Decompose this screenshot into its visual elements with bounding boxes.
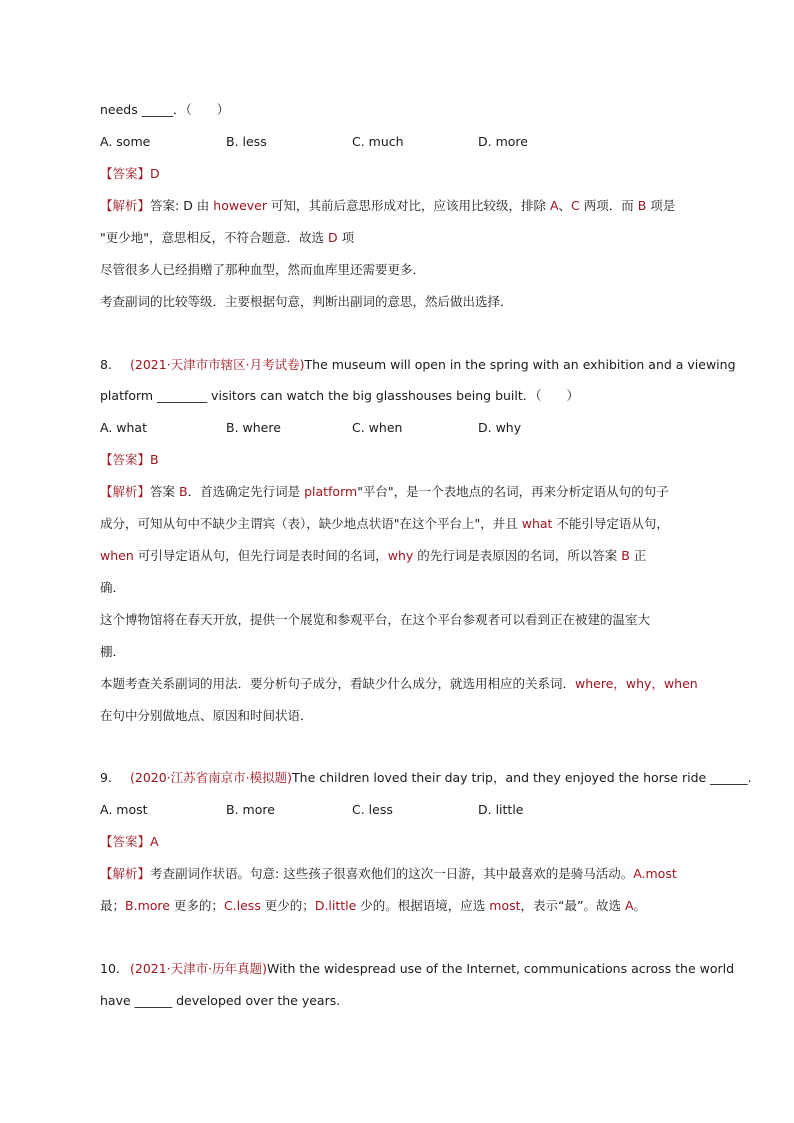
analysis-keyword: D [327, 230, 338, 245]
answer-value: B [150, 452, 159, 467]
q8-analysis-line-3 [100, 546, 646, 566]
q9-analysis-line-2 [100, 896, 646, 916]
analysis-keyword: C [571, 198, 580, 213]
q7-option-c: C. much [352, 134, 404, 149]
analysis-text: 可知，其前后意思形成对比，应该用比较级，排除 [267, 198, 550, 213]
q10-stem-line-2: have ______ developed over the years. [100, 993, 341, 1008]
answer-value: A [150, 834, 159, 849]
question-stem: With the widespread use of the Internet, communications across the world [267, 961, 735, 976]
note-text: 本题考查关系副词的用法．要分析句子成分，看缺少什么成分，就选用相应的关系词． [100, 676, 576, 691]
q8-analysis-line-4: 确． [100, 580, 126, 595]
analysis-text: 更少的； [260, 898, 315, 913]
analysis-text: "平台"，是一个表地点的名词，再来分析定语从句的句子 [357, 484, 669, 499]
q8-option-d: D. why [478, 420, 522, 435]
q7-option-d: D. more [478, 134, 528, 149]
question-number: 9. [100, 770, 112, 785]
analysis-text: 更多的； [169, 898, 224, 913]
q9-answer [100, 832, 159, 852]
note-keyword: where，why，when [575, 676, 698, 691]
q8-option-a: A. what [100, 420, 147, 435]
analysis-keyword: D.little [314, 898, 357, 913]
analysis-keyword: when [100, 548, 134, 563]
q7-translation: 尽管很多人已经捐赠了那种血型，然而血库里还需要更多． [100, 262, 426, 277]
q9-option-b: B. more [226, 802, 275, 817]
q8-option-c: C. when [352, 420, 403, 435]
q8-analysis-line-2 [100, 514, 669, 534]
analysis-tag: 【解析】 [100, 866, 151, 881]
analysis-keyword: most [489, 898, 521, 913]
analysis-text: 成分，可知从句中不缺少主谓宾（表），缺少地点状语"在这个平台上"，并且 [100, 516, 522, 531]
analysis-text: "更少地"，意思相反，不符合题意．故选 [100, 230, 328, 245]
q8-translation-line-2: 棚． [100, 644, 126, 659]
q9-options [100, 800, 724, 820]
analysis-tag: 【解析】 [100, 484, 151, 499]
analysis-tag: 【解析】 [100, 198, 151, 213]
q8-answer [100, 450, 159, 470]
analysis-text: 的先行词是表原因的名词，所以答案 [413, 548, 622, 563]
analysis-text: 最； [100, 898, 126, 913]
q9-analysis-line-1 [100, 864, 677, 884]
analysis-text: 考查副词作状语。句意: 这些孩子很喜欢他们的这次一日游，其中最喜欢的是骑马活动。 [150, 866, 634, 881]
q9-option-c: C. less [352, 802, 393, 817]
q7-option-b: B. less [226, 134, 267, 149]
question-number: 8. [100, 357, 112, 372]
q7-note: 考查副词的比较等级．主要根据句意，判断出副词的意思，然后做出选择． [100, 294, 513, 309]
analysis-text: 答案: D 由 [150, 198, 214, 213]
analysis-keyword: platform [304, 484, 358, 499]
analysis-text: 不能引导定语从句， [552, 516, 669, 531]
analysis-text: 项是 [646, 198, 676, 213]
question-source: (2021·天津市市辖区·月考试卷) [130, 357, 305, 372]
q10-stem-line-1 [100, 959, 734, 979]
q8-analysis-line-1 [100, 482, 669, 502]
analysis-keyword: A.most [633, 866, 677, 881]
q8-translation-line-1: 这个博物馆将在春天开放，提供一个展览和参观平台，在这个平台参观者可以看到正在被建的温室大 [100, 612, 651, 627]
q9-option-a: A. most [100, 802, 148, 817]
q7-stem-tail: needs _____．（ ） [100, 102, 230, 117]
q7-analysis-line-1 [100, 196, 675, 216]
analysis-text: 项 [337, 230, 355, 245]
q7-analysis-line-2 [100, 228, 354, 248]
q7-answer [100, 164, 160, 184]
q8-stem-line-1 [100, 355, 736, 375]
q9-stem [100, 768, 752, 788]
q8-option-b: B. where [226, 420, 281, 435]
analysis-keyword: B [179, 484, 188, 499]
q7-options [100, 132, 724, 152]
analysis-text: 可引导定语从句，但先行词是表时间的名词， [133, 548, 388, 563]
question-stem: The children loved their day trip，and they enjoyed the horse ride ______. [292, 770, 752, 785]
analysis-keyword: why [387, 548, 414, 563]
question-stem: The museum will open in the spring with an exhibition and a viewing [304, 357, 736, 372]
q8-options [100, 418, 724, 438]
q8-note-line-2: 在句中分别做地点、原因和时间状语． [100, 708, 313, 723]
analysis-keyword: A [624, 898, 634, 913]
analysis-keyword: B.more [125, 898, 170, 913]
analysis-text: 、 [558, 198, 572, 213]
analysis-text: 正 [629, 548, 647, 563]
analysis-text: ，表示“最”。故选 [520, 898, 625, 913]
analysis-text: 答案 [150, 484, 179, 499]
analysis-keyword: however [213, 198, 267, 213]
analysis-keyword: C.less [223, 898, 261, 913]
analysis-keyword: B [621, 548, 630, 563]
q8-stem-line-2: platform ________ visitors can watch the big glasshouses being built．（ ） [100, 388, 580, 403]
analysis-keyword: B [637, 198, 647, 213]
analysis-keyword: what [521, 516, 553, 531]
question-number: 10. [100, 961, 120, 976]
question-source: (2020·江苏省南京市·模拟题) [130, 770, 293, 785]
q9-option-d: D. little [478, 802, 524, 817]
question-source: (2021·天津市·历年真题) [130, 961, 268, 976]
analysis-text: 少的。根据语境，应选 [356, 898, 490, 913]
analysis-text: ．首选确定先行词是 [187, 484, 305, 499]
analysis-text: 。 [633, 898, 647, 913]
q8-note-line-1 [100, 674, 698, 694]
q7-option-a: A. some [100, 134, 151, 149]
answer-tag: 【答案】 [100, 452, 151, 467]
answer-tag: 【答案】 [100, 834, 151, 849]
analysis-keyword: A [549, 198, 559, 213]
analysis-text: 两项．而 [579, 198, 638, 213]
answer-value: D [150, 166, 160, 181]
answer-tag: 【答案】 [100, 166, 151, 181]
